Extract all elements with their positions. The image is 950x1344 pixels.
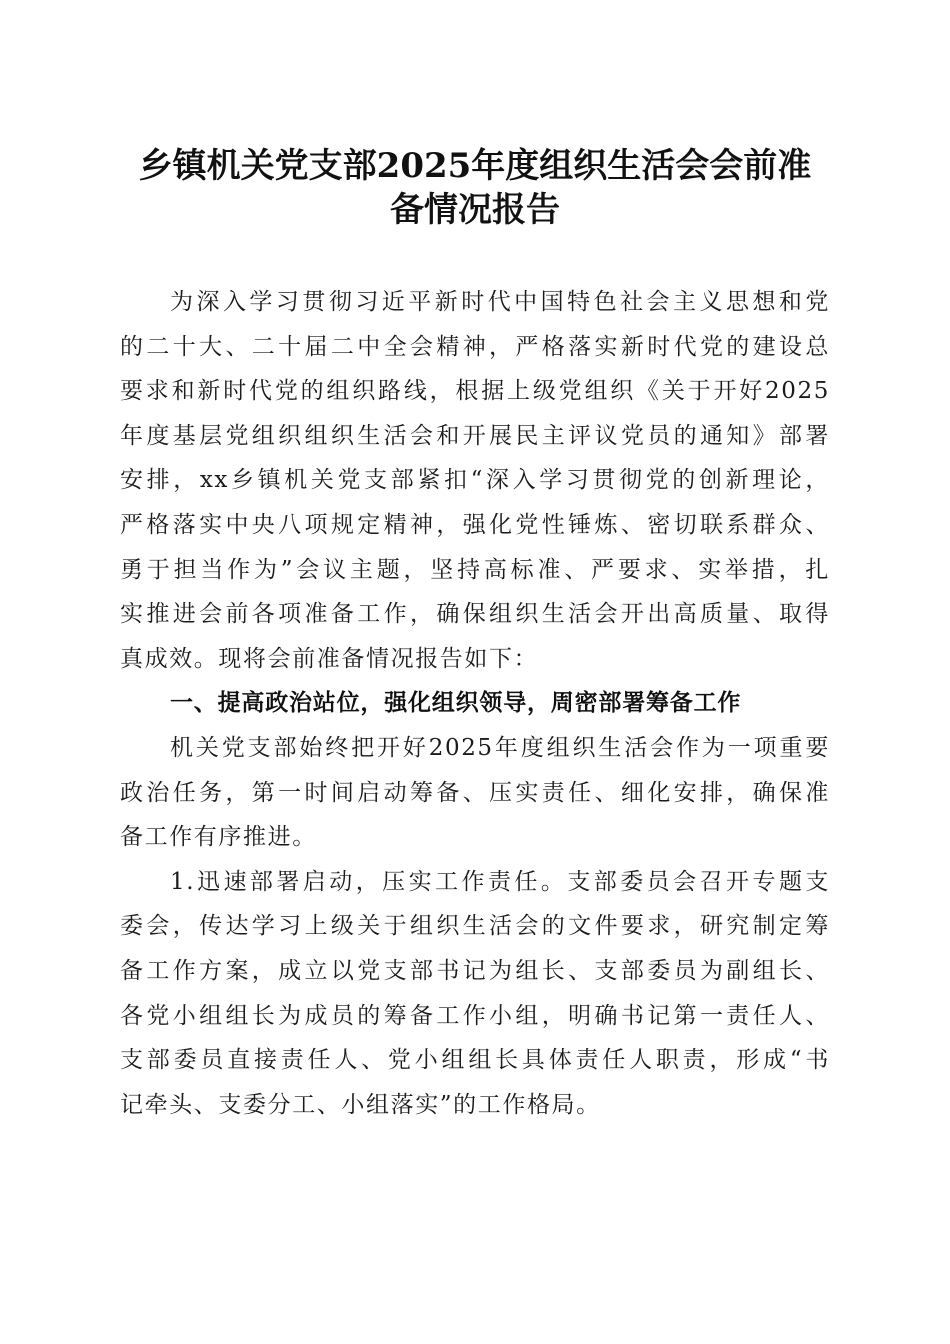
- paragraph-1-line-1: 为深入学习贯彻习近平新时代中国特色社会主义思想和党: [170, 289, 830, 315]
- paragraph-1-line-8: 实推进会前各项准备工作，确保组织生活会开出高质量、取得: [120, 601, 830, 628]
- paragraph-3-line-2: 委会，传达学习上级关于组织生活会的文件要求，研究制定筹: [120, 913, 830, 940]
- paragraph-2-line-1: 机关党支部始终把开好2025年度组织生活会作为一项重要: [170, 734, 830, 761]
- section-heading-1: 一、提高政治站位，强化组织领导，周密部署筹备工作: [170, 690, 742, 717]
- paragraph-1-line-3: 要求和新时代党的组织路线，根据上级党组织《关于开好2025: [120, 378, 830, 405]
- paragraph-3-line-4: 各党小组组长为成员的筹备工作小组，明确书记第一责任人、: [120, 1002, 830, 1029]
- paragraph-1-line-7: 勇于担当作为”会议主题，坚持高标准、严要求、实举措，扎: [120, 556, 830, 583]
- paragraph-1-line-2: 的二十大、二十届二中全会精神，严格落实新时代党的建设总: [120, 333, 830, 360]
- document-title-line-1: 乡镇机关党支部2025年度组织生活会会前准: [138, 146, 812, 186]
- paragraph-1-line-4: 年度基层党组织组织生活会和开展民主评议党员的通知》部署: [120, 422, 830, 449]
- paragraph-3-line-1: 1.迅速部署启动，压实工作责任。支部委员会召开专题支: [170, 868, 830, 895]
- document-body: [120, 280, 830, 1127]
- paragraph-3-line-3: 备工作方案，成立以党支部书记为组长、支部委员为副组长、: [120, 957, 830, 984]
- paragraph-1-line-5: 安排，xx乡镇机关党支部紧扣“深入学习贯彻党的创新理论，: [120, 467, 830, 494]
- paragraph-3-line-6: 记牵头、支委分工、小组落实”的工作格局。: [120, 1091, 601, 1118]
- paragraph-3-line-5: 支部委员直接责任人、党小组组长具体责任人职责，形成“书: [120, 1047, 830, 1074]
- document-title-line-2: 备情况报告: [390, 190, 560, 230]
- paragraph-2-line-3: 备工作有序推进。: [120, 824, 317, 851]
- paragraph-1-line-9: 真成效。现将会前准备情况报告如下：: [120, 645, 539, 672]
- paragraph-1-line-6: 严格落实中央八项规定精神，强化党性锤炼、密切联系群众、: [120, 511, 830, 538]
- paragraph-2-line-2: 政治任务，第一时间启动筹备、压实责任、细化安排，确保准: [120, 779, 830, 806]
